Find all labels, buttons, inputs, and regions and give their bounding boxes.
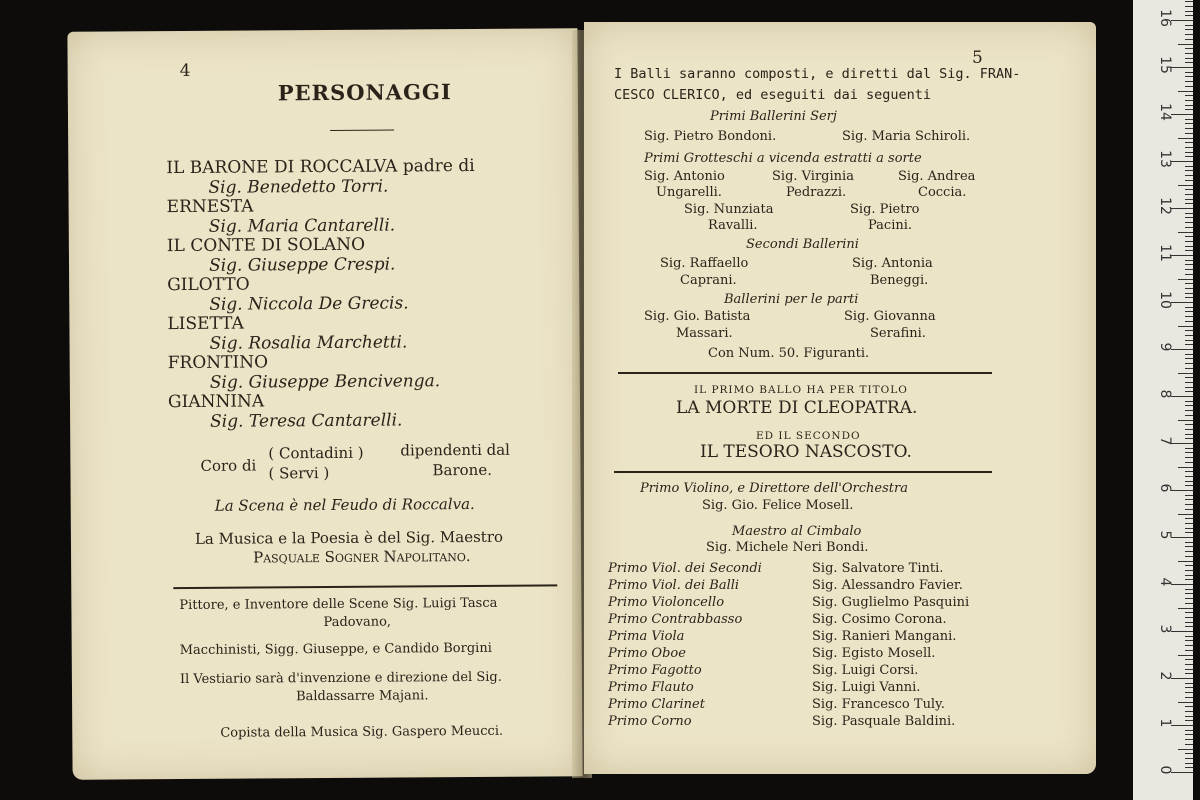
ruler-tick xyxy=(1185,687,1193,688)
ruler-tick xyxy=(1185,133,1193,134)
ruler-tick xyxy=(1185,659,1193,660)
ruler-tick xyxy=(1171,537,1193,538)
ruler-tick xyxy=(1171,349,1193,350)
secondo-ballo-title: IL TESORO NASCOSTO. xyxy=(700,442,912,462)
ruler-tick xyxy=(1185,147,1193,148)
ruler-tick xyxy=(1185,523,1193,524)
coro-servi: ( Servi ) xyxy=(268,463,330,483)
ruler-tick xyxy=(1185,227,1193,228)
ruler-tick xyxy=(1185,546,1193,547)
ruler-tick xyxy=(1185,711,1193,712)
dancer-name: Pedrazzi. xyxy=(786,185,847,200)
ruler-tick xyxy=(1185,213,1193,214)
dancer-name: Sig. Gio. Batista xyxy=(644,309,751,324)
ruler-tick xyxy=(1185,368,1193,369)
ruler-tick xyxy=(1171,302,1193,303)
ruler-tick xyxy=(1185,156,1193,157)
ruler-tick xyxy=(1185,119,1193,120)
dancer-name: Ungarelli. xyxy=(656,185,722,200)
ruler-tick xyxy=(1185,246,1193,247)
cast-actor: Sig. Maria Cantarelli. xyxy=(208,215,396,237)
pittore-origin: Padovano, xyxy=(323,614,392,631)
ruler-tick xyxy=(1185,429,1193,430)
ruler-tick xyxy=(1171,584,1193,585)
primo-ballo-title: LA MORTE DI CLEOPATRA. xyxy=(676,398,918,418)
ruler-tick xyxy=(1185,170,1193,171)
ruler-tick xyxy=(1185,274,1193,275)
orchestra-name: Sig. Alessandro Favier. xyxy=(812,578,963,593)
ruler-tick xyxy=(1171,208,1193,209)
orchestra-role: Primo Oboe xyxy=(608,646,686,661)
ruler-tick xyxy=(1185,669,1193,670)
ruler-tick xyxy=(1185,434,1193,435)
ruler-tick xyxy=(1185,518,1193,519)
ruler-tick xyxy=(1178,279,1193,280)
divider xyxy=(173,584,557,589)
orchestra-name: Sig. Pasquale Baldini. xyxy=(812,714,956,729)
ruler-tick xyxy=(1185,462,1193,463)
ruler-tick xyxy=(1185,11,1193,12)
ruler-tick xyxy=(1185,6,1193,7)
ruler-tick xyxy=(1185,481,1193,482)
ruler-tick xyxy=(1185,401,1193,402)
ruler-number: 11 xyxy=(1157,244,1173,262)
ruler-tick xyxy=(1185,593,1193,594)
ruler-number: 9 xyxy=(1157,342,1173,352)
ballo-label: IL PRIMO BALLO HA PER TITOLO xyxy=(694,384,908,396)
ruler-number: 4 xyxy=(1157,577,1173,587)
ruler-tick xyxy=(1185,321,1193,322)
ruler-tick xyxy=(1178,185,1193,186)
vestiario-text: Il Vestiario sarà d'invenzione e direzione del Sig. xyxy=(179,669,502,688)
cast-actor: Sig. Benedetto Torri. xyxy=(208,176,389,198)
ruler-tick xyxy=(1185,81,1193,82)
coro-label: Coro di xyxy=(200,456,257,475)
divider xyxy=(614,471,992,473)
ruler-tick xyxy=(1185,598,1193,599)
orchestra-role: Primo Viol. dei Secondi xyxy=(608,561,762,576)
ruler-tick xyxy=(1185,34,1193,35)
ruler-tick xyxy=(1185,744,1193,745)
ruler-number: 2 xyxy=(1157,671,1173,681)
ruler-tick xyxy=(1185,457,1193,458)
ruler-tick xyxy=(1185,217,1193,218)
divider xyxy=(330,130,394,131)
ruler-tick xyxy=(1185,542,1193,543)
ruler-tick xyxy=(1185,377,1193,378)
ruler-tick xyxy=(1185,438,1193,439)
ruler-tick xyxy=(1185,86,1193,87)
ruler-tick xyxy=(1185,288,1193,289)
ruler-tick xyxy=(1185,650,1193,651)
ruler-tick xyxy=(1185,626,1193,627)
cast-role: IL BARONE DI ROCCALVA padre di xyxy=(166,155,475,179)
ruler-tick xyxy=(1178,138,1193,139)
dancer-name: Sig. Pietro Bondoni. xyxy=(644,129,777,144)
ruler-tick xyxy=(1185,264,1193,265)
dancer-name: Sig. Raffaello xyxy=(660,256,749,271)
ruler-tick xyxy=(1185,39,1193,40)
dancer-name: Sig. Antonia xyxy=(852,256,933,271)
musica-text: La Musica e la Poesia è del Sig. Maestro xyxy=(194,527,504,548)
ruler-tick xyxy=(1185,283,1193,284)
ruler-tick xyxy=(1171,725,1193,726)
orchestra-role: Primo Corno xyxy=(608,714,692,729)
ruler-tick xyxy=(1171,20,1193,21)
ruler-tick xyxy=(1185,730,1193,731)
ruler-tick xyxy=(1185,354,1193,355)
ruler-tick xyxy=(1178,749,1193,750)
ruler-number: 3 xyxy=(1157,624,1173,634)
orchestra-role: Primo Fagotto xyxy=(608,663,702,678)
ruler-tick xyxy=(1185,448,1193,449)
ruler-tick xyxy=(1185,753,1193,754)
ruler-tick xyxy=(1171,443,1193,444)
ruler-tick xyxy=(1185,29,1193,30)
ruler-tick xyxy=(1185,340,1193,341)
ruler-tick xyxy=(1185,405,1193,406)
ruler-tick xyxy=(1178,467,1193,468)
orchestra-name: Sig. Cosimo Corona. xyxy=(812,612,947,627)
page-number: 5 xyxy=(972,48,983,68)
ruler-tick xyxy=(1178,608,1193,609)
ruler-tick xyxy=(1185,142,1193,143)
figuranti-text: Con Num. 50. Figuranti. xyxy=(708,346,870,361)
cast-role: LISETTA xyxy=(167,313,244,335)
ruler-tick xyxy=(1178,91,1193,92)
ruler-tick xyxy=(1185,15,1193,16)
dancer-name: Beneggi. xyxy=(870,273,929,288)
coro-dipendenti: dipendenti dal xyxy=(400,440,511,460)
ruler-tick xyxy=(1185,673,1193,674)
orchestra-role: Primo Flauto xyxy=(608,680,694,695)
ruler-tick xyxy=(1185,260,1193,261)
left-page xyxy=(67,28,582,780)
ruler-tick xyxy=(1185,297,1193,298)
ruler-tick xyxy=(1185,123,1193,124)
dancer-name: Coccia. xyxy=(918,185,967,200)
section-heading: Secondi Ballerini xyxy=(746,237,859,252)
ruler-tick xyxy=(1185,664,1193,665)
ruler-number: 12 xyxy=(1157,197,1173,215)
ruler-tick xyxy=(1185,76,1193,77)
ruler-tick xyxy=(1171,114,1193,115)
ruler-tick xyxy=(1185,485,1193,486)
ruler-number: 6 xyxy=(1157,483,1173,493)
ruler-tick xyxy=(1185,532,1193,533)
ruler-tick xyxy=(1185,203,1193,204)
ruler-tick xyxy=(1178,420,1193,421)
ruler-tick xyxy=(1185,62,1193,63)
orchestra-name: Sig. Guglielmo Pasquini xyxy=(812,595,970,610)
ruler-tick xyxy=(1185,335,1193,336)
ruler-tick xyxy=(1185,509,1193,510)
ruler-tick xyxy=(1185,758,1193,759)
ruler-tick xyxy=(1178,44,1193,45)
ruler-tick xyxy=(1185,767,1193,768)
dancer-name: Sig. Pietro xyxy=(850,202,920,217)
section-heading: Primo Violino, e Direttore dell'Orchestra xyxy=(640,481,908,496)
ballo-label: ED IL SECONDO xyxy=(756,430,861,442)
ruler-tick xyxy=(1185,58,1193,59)
ruler-tick xyxy=(1185,25,1193,26)
vestiario-name: Baldassarre Majani. xyxy=(295,688,429,705)
ruler-tick xyxy=(1185,382,1193,383)
orchestra-name: Sig. Luigi Corsi. xyxy=(812,663,919,678)
ruler-tick xyxy=(1185,222,1193,223)
ruler-tick xyxy=(1185,589,1193,590)
ruler-number: 8 xyxy=(1157,389,1173,399)
ruler-tick xyxy=(1185,612,1193,613)
ruler-tick xyxy=(1185,622,1193,623)
orchestra-role: Primo Clarinet xyxy=(608,697,705,712)
ruler-tick xyxy=(1178,514,1193,515)
ruler-tick xyxy=(1185,640,1193,641)
ruler-number: 7 xyxy=(1157,436,1173,446)
ruler-tick xyxy=(1185,763,1193,764)
page-title: PERSONAGGI xyxy=(277,79,452,106)
ruler-tick xyxy=(1185,415,1193,416)
coro-barone: Barone. xyxy=(432,460,493,480)
ruler-tick xyxy=(1185,739,1193,740)
ruler-tick xyxy=(1185,683,1193,684)
section-heading: Ballerini per le parti xyxy=(724,292,859,307)
ruler-tick xyxy=(1185,311,1193,312)
ruler-tick xyxy=(1171,161,1193,162)
ruler-tick xyxy=(1185,452,1193,453)
ruler-tick xyxy=(1185,100,1193,101)
ruler-tick xyxy=(1185,293,1193,294)
orchestra-name: Sig. Egisto Mosell. xyxy=(812,646,936,661)
ruler-tick xyxy=(1185,734,1193,735)
ruler-number: 5 xyxy=(1157,530,1173,540)
ruler-tick xyxy=(1185,424,1193,425)
cast-role: FRONTINO xyxy=(167,352,269,374)
orchestra-name: Sig. Ranieri Mangani. xyxy=(812,629,957,644)
ruler-tick xyxy=(1185,269,1193,270)
ruler-tick xyxy=(1171,67,1193,68)
ruler-tick xyxy=(1178,655,1193,656)
cast-actor: Sig. Niccola De Grecis. xyxy=(209,293,409,315)
orchestra-name: Sig. Salvatore Tinti. xyxy=(812,561,944,576)
cast-actor: Sig. Teresa Cantarelli. xyxy=(210,410,403,432)
orchestra-role: Primo Violoncello xyxy=(608,595,725,610)
ruler-tick xyxy=(1178,232,1193,233)
musician-name: Sig. Gio. Felice Mosell. xyxy=(702,498,854,513)
ruler-tick xyxy=(1185,692,1193,693)
ruler-tick xyxy=(1171,631,1193,632)
ruler-tick xyxy=(1185,250,1193,251)
ruler-tick xyxy=(1185,528,1193,529)
cast-actor: Sig. Rosalia Marchetti. xyxy=(209,332,408,354)
dancer-name: Sig. Antonio xyxy=(644,169,725,184)
ruler-tick xyxy=(1171,490,1193,491)
ruler-tick xyxy=(1185,128,1193,129)
dancer-name: Sig. Maria Schiroli. xyxy=(842,129,971,144)
section-heading: Maestro al Cimbalo xyxy=(732,524,862,539)
ruler-tick xyxy=(1185,603,1193,604)
ruler-tick xyxy=(1185,330,1193,331)
ruler-tick xyxy=(1185,706,1193,707)
ruler-number: 1 xyxy=(1157,718,1173,728)
cast-role: IL CONTE DI SOLANO xyxy=(166,234,366,257)
ruler-tick xyxy=(1185,387,1193,388)
copista-text: Copista della Musica Sig. Gaspero Meucci. xyxy=(220,723,504,741)
ruler-tick xyxy=(1185,105,1193,106)
ruler-tick xyxy=(1185,504,1193,505)
dancer-name: Caprani. xyxy=(680,273,737,288)
cast-role: GILOTTO xyxy=(167,274,250,296)
pittore-text: Pittore, e Inventore delle Scene Sig. Luigi Tasca xyxy=(179,595,498,614)
measurement-ruler xyxy=(1133,0,1193,800)
dancer-name: Sig. Giovanna xyxy=(844,309,936,324)
ruler-tick xyxy=(1185,645,1193,646)
ruler-tick xyxy=(1185,575,1193,576)
ruler-tick xyxy=(1178,373,1193,374)
ruler-tick xyxy=(1185,1,1193,2)
ruler-tick xyxy=(1185,109,1193,110)
ruler-number: 10 xyxy=(1157,291,1173,309)
ruler-tick xyxy=(1185,316,1193,317)
cast-role: GIANNINA xyxy=(167,391,265,413)
ruler-tick xyxy=(1185,72,1193,73)
ruler-tick xyxy=(1185,236,1193,237)
ruler-tick xyxy=(1185,565,1193,566)
ruler-tick xyxy=(1185,344,1193,345)
ruler-tick xyxy=(1185,241,1193,242)
ruler-tick xyxy=(1185,307,1193,308)
composer-name: Pasquale Sogner Napolitano. xyxy=(253,546,471,567)
dancer-name: Sig. Andrea xyxy=(898,169,976,184)
ruler-tick xyxy=(1185,579,1193,580)
ruler-tick xyxy=(1171,772,1193,773)
ruler-tick xyxy=(1185,175,1193,176)
ruler-tick xyxy=(1171,255,1193,256)
coro-contadini: ( Contadini ) xyxy=(268,443,364,463)
ruler-tick xyxy=(1185,180,1193,181)
divider xyxy=(618,372,992,374)
macchinisti-text: Macchinisti, Sigg. Giuseppe, e Candido Borgini xyxy=(179,640,492,659)
ruler-tick xyxy=(1185,358,1193,359)
ruler-tick xyxy=(1185,95,1193,96)
ruler-tick xyxy=(1185,152,1193,153)
orchestra-role: Prima Viola xyxy=(608,629,685,644)
ruler-tick xyxy=(1185,189,1193,190)
dancer-name: Sig. Nunziata xyxy=(684,202,774,217)
right-page xyxy=(584,22,1096,774)
ruler-number: 0 xyxy=(1157,765,1173,775)
cast-role: ERNESTA xyxy=(166,196,254,218)
ruler-tick xyxy=(1185,636,1193,637)
ruler-number: 15 xyxy=(1157,56,1173,74)
intro-line: CESCO CLERICO, ed eseguiti dai seguenti xyxy=(614,87,931,103)
ruler-tick xyxy=(1185,48,1193,49)
ruler-tick xyxy=(1185,716,1193,717)
dancer-name: Massari. xyxy=(676,326,733,341)
ruler-tick xyxy=(1185,476,1193,477)
ruler-tick xyxy=(1185,410,1193,411)
scena-text: La Scena è nel Feudo di Roccalva. xyxy=(214,494,475,515)
ruler-tick xyxy=(1171,678,1193,679)
cast-actor: Sig. Giuseppe Crespi. xyxy=(208,254,396,276)
orchestra-name: Sig. Luigi Vanni. xyxy=(812,680,921,695)
ruler-number: 16 xyxy=(1157,9,1173,27)
ruler-tick xyxy=(1178,702,1193,703)
dancer-name: Pacini. xyxy=(868,218,913,233)
ruler-tick xyxy=(1185,495,1193,496)
ruler-tick xyxy=(1171,396,1193,397)
cast-actor: Sig. Giuseppe Bencivenga. xyxy=(209,371,441,393)
page-number: 4 xyxy=(179,60,191,82)
ruler-tick xyxy=(1178,326,1193,327)
ruler-tick xyxy=(1185,720,1193,721)
dancer-name: Sig. Virginia xyxy=(772,169,854,184)
dancer-name: Serafini. xyxy=(870,326,926,341)
ruler-tick xyxy=(1185,556,1193,557)
ruler-tick xyxy=(1185,697,1193,698)
ruler-tick xyxy=(1185,499,1193,500)
orchestra-role: Primo Viol. dei Balli xyxy=(608,578,740,593)
ruler-tick xyxy=(1185,551,1193,552)
ruler-tick xyxy=(1185,194,1193,195)
ruler-tick xyxy=(1185,570,1193,571)
section-heading: Primi Ballerini Serj xyxy=(710,109,837,124)
ruler-tick xyxy=(1185,53,1193,54)
ruler-tick xyxy=(1185,363,1193,364)
ruler-tick xyxy=(1178,561,1193,562)
ruler-tick xyxy=(1185,471,1193,472)
ruler-tick xyxy=(1185,199,1193,200)
ruler-number: 14 xyxy=(1157,103,1173,121)
ruler-tick xyxy=(1185,617,1193,618)
orchestra-role: Primo Contrabbasso xyxy=(608,612,743,627)
ruler-number: 13 xyxy=(1157,150,1173,168)
musician-name: Sig. Michele Neri Bondi. xyxy=(706,540,869,555)
orchestra-name: Sig. Francesco Tuly. xyxy=(812,697,945,712)
ruler-tick xyxy=(1185,391,1193,392)
section-heading: Primi Grotteschi a vicenda estratti a sorte xyxy=(644,151,922,166)
intro-line: I Balli saranno composti, e diretti dal Sig. FRAN- xyxy=(614,66,1021,82)
ruler-tick xyxy=(1185,166,1193,167)
dancer-name: Ravalli. xyxy=(708,218,758,233)
